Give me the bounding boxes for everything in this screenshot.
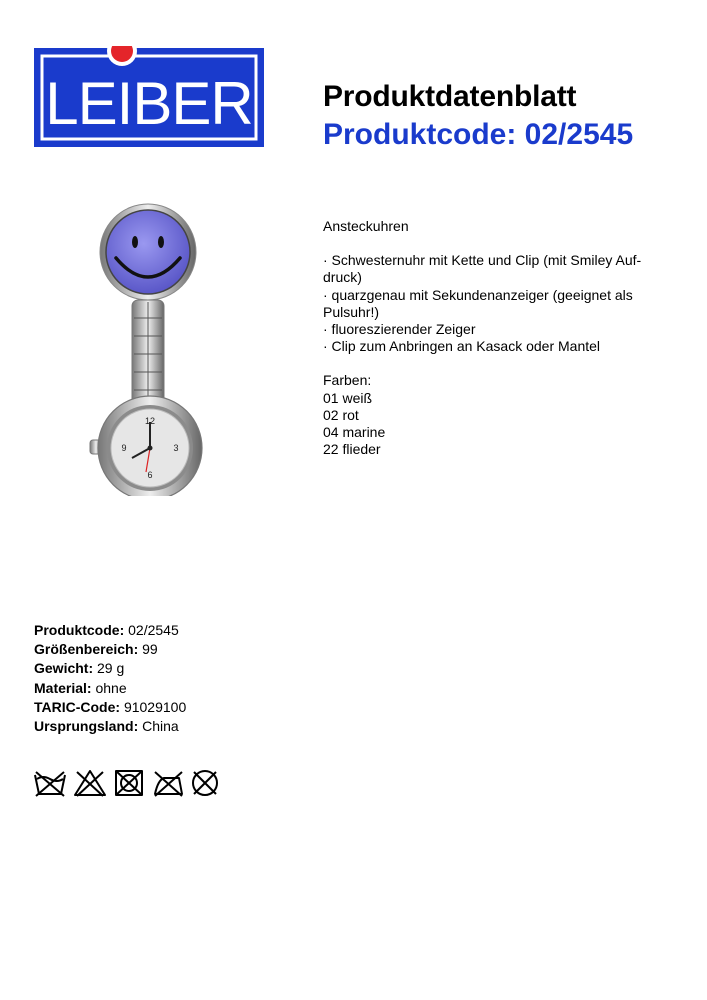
- spec-row-size-range: Größenbereich: 99: [34, 641, 158, 658]
- svg-text:12: 12: [144, 416, 156, 426]
- leiber-logo: [34, 46, 264, 147]
- spec-row-taric-code: TARIC-Code: 91029100: [34, 698, 187, 715]
- no-bleach-icon: [75, 771, 105, 796]
- spec-row-origin: Ursprungsland: China: [34, 718, 179, 735]
- product-code-heading: Produktcode: 02/2545: [323, 118, 634, 151]
- svg-text:9: 9: [121, 443, 127, 453]
- color-option: 22 flieder: [323, 441, 381, 458]
- feature-line: · fluoreszierender Zeiger: [323, 321, 476, 338]
- color-option: 02 rot: [323, 406, 359, 423]
- page-title: Produktdatenblatt: [323, 80, 577, 113]
- svg-text:6: 6: [147, 470, 153, 480]
- feature-line: Pulsuhr!): [323, 303, 380, 320]
- spec-row-product-code: Produktcode: 02/2545: [34, 622, 179, 638]
- no-iron-icon: [155, 772, 182, 796]
- care-symbols: [34, 768, 224, 798]
- feature-line: · Clip zum Anbringen an Kasack oder Mantel: [323, 338, 601, 355]
- spec-row-weight: Gewicht: 29 g: [34, 660, 125, 677]
- no-tumble-dry-icon: [116, 771, 142, 795]
- no-dry-clean-icon: [193, 771, 217, 795]
- product-category: Ansteckuhren: [323, 218, 409, 234]
- feature-line: · Schwesternuhr mit Kette und Clip (mit Smiley Auf-: [323, 252, 642, 269]
- product-photo: [88, 196, 218, 496]
- spec-list: [34, 621, 186, 736]
- product-description: [323, 218, 668, 458]
- feature-line: · quarzgenau mit Sekundenanzeiger (geeignet als: [323, 286, 633, 303]
- colors-label: Farben:: [323, 372, 372, 389]
- no-wash-icon: [35, 772, 65, 796]
- color-option: 01 weiß: [323, 389, 373, 406]
- logo-text: LEIBER: [45, 70, 253, 137]
- svg-text:3: 3: [173, 443, 179, 453]
- color-option: 04 marine: [323, 424, 386, 441]
- spec-row-material: Material: ohne: [34, 679, 127, 696]
- feature-line: druck): [323, 269, 362, 286]
- smiley-icon: [106, 210, 190, 294]
